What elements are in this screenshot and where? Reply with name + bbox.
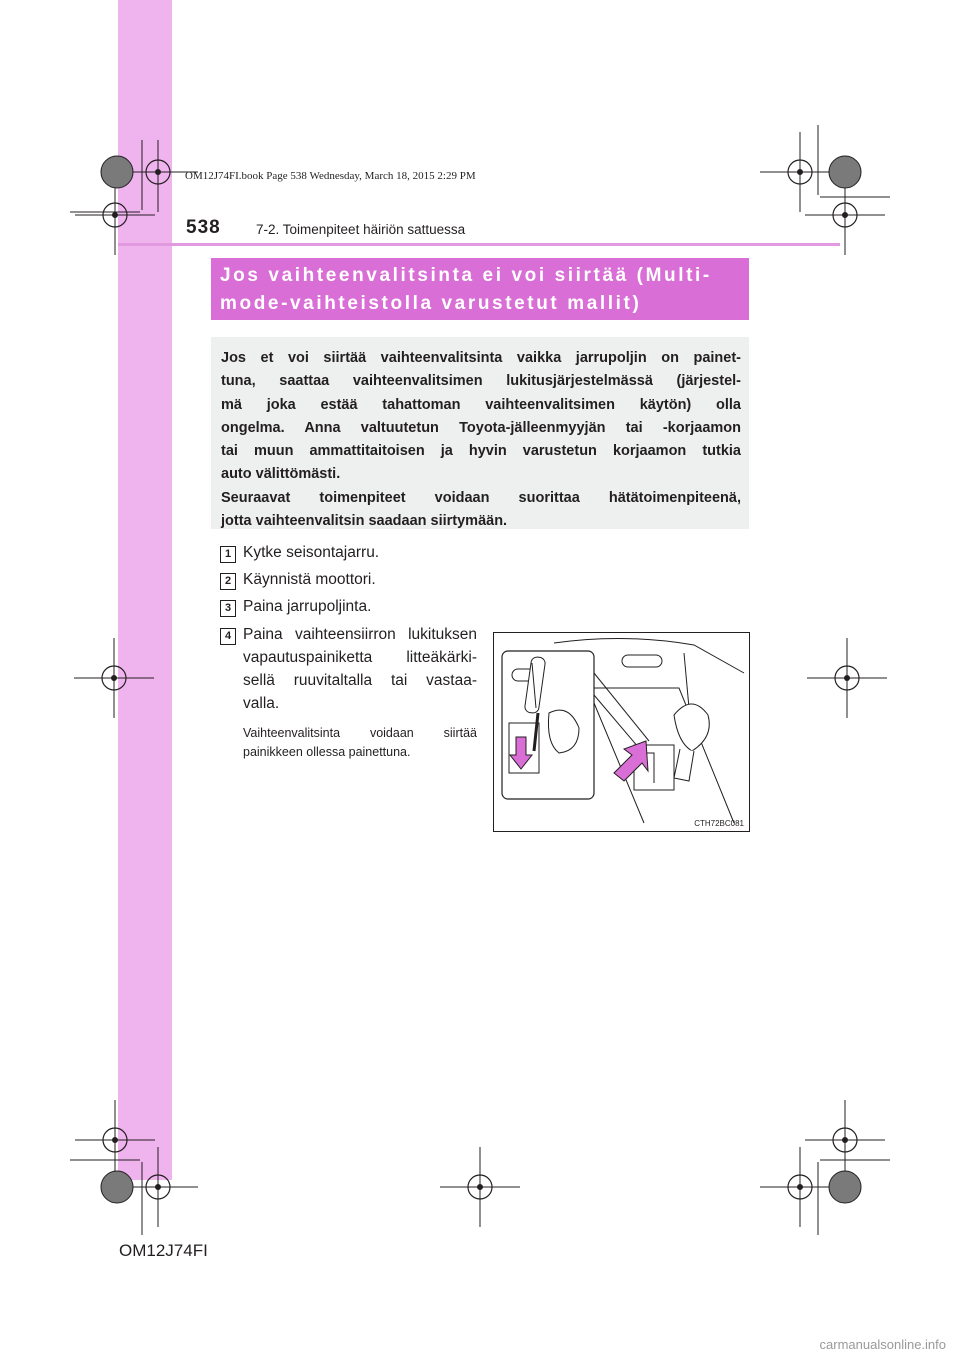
step-text-3: Paina jarrupoljinta.: [243, 598, 372, 615]
crop-mark-mid-right: [805, 638, 895, 718]
intro-line: jotta vaihteenvalitsin saadaan siirtymään.: [221, 513, 508, 530]
step-4-line: vapautuspainiketta litteäkärki-: [243, 649, 477, 666]
rosette-bottom-left-icon: [100, 1170, 134, 1204]
intro-line: tuna, saattaa vaihteenvalitsimen lukitusjärjestelmässä (järjestel-: [221, 373, 741, 390]
rosette-top-right-icon: [828, 155, 862, 189]
rosette-bottom-right-icon: [828, 1170, 862, 1204]
crop-mark-top-left: [70, 140, 200, 270]
heading-box: [211, 258, 749, 320]
book-info: OM12J74FI.book Page 538 Wednesday, March 18, 2015 2:29 PM: [185, 170, 476, 182]
intro-line: auto välittömästi.: [221, 466, 341, 483]
shift-lever-drawing: [494, 633, 750, 832]
step-4-line: Paina vaihteensiirron lukituksen: [243, 626, 477, 643]
step-4-line: sellä ruuvitaltalla tai vastaa-: [243, 672, 477, 689]
illustration-code: CTH72BC081: [694, 819, 744, 828]
shift-lock-illustration: [493, 632, 750, 832]
intro-line: Jos et voi siirtää vaihteenvalitsinta vaikka jarrupoljin on painet-: [221, 350, 741, 366]
intro-line: mä joka estää tahattoman vaihteenvalitsimen käytön) olla: [221, 396, 741, 413]
step-4-note-line: Vaihteenvalitsinta voidaan siirtää: [243, 726, 477, 740]
intro-line: tai muun ammattitaitoisen ja hyvin varustetun korjaamon tutkia: [221, 443, 741, 460]
crop-mark-bottom-right: [760, 1100, 890, 1235]
step-number-2: 2: [220, 573, 236, 590]
page-number: 538: [186, 217, 221, 238]
header-rule: [118, 243, 840, 246]
crop-mark-bottom-center: [438, 1147, 522, 1227]
footer-code: OM12J74FI: [119, 1241, 208, 1260]
heading-line: mode-vaihteistolla varustetut mallit): [220, 293, 642, 314]
intro-line: ongelma. Anna valtuutetun Toyota-jälleenmyyjän tai -korjaamon: [221, 419, 741, 436]
intro-box: [211, 337, 749, 529]
watermark[interactable]: carmanualsonline.info: [819, 1337, 946, 1352]
step-4-line: valla.: [243, 695, 280, 712]
crop-mark-bottom-left: [70, 1100, 210, 1235]
step-number-1: 1: [220, 546, 236, 563]
crop-mark-mid-left: [72, 638, 162, 718]
intro-line: Seuraavat toimenpiteet voidaan suorittaa hätätoimenpiteenä,: [221, 489, 741, 506]
rosette-top-left-icon: [100, 155, 134, 189]
step-number-4: 4: [220, 628, 236, 645]
step-number-3: 3: [220, 600, 236, 617]
step-text-2: Käynnistä moottori.: [243, 571, 376, 588]
step-4-note-line: painikkeen ollessa painettuna.: [243, 745, 411, 759]
heading-line: Jos vaihteenvalitsinta ei voi siirtää (Multi-: [220, 265, 712, 286]
step-text-1: Kytke seisontajarru.: [243, 544, 380, 561]
section-title: 7-2. Toimenpiteet häiriön sattuessa: [256, 222, 466, 237]
